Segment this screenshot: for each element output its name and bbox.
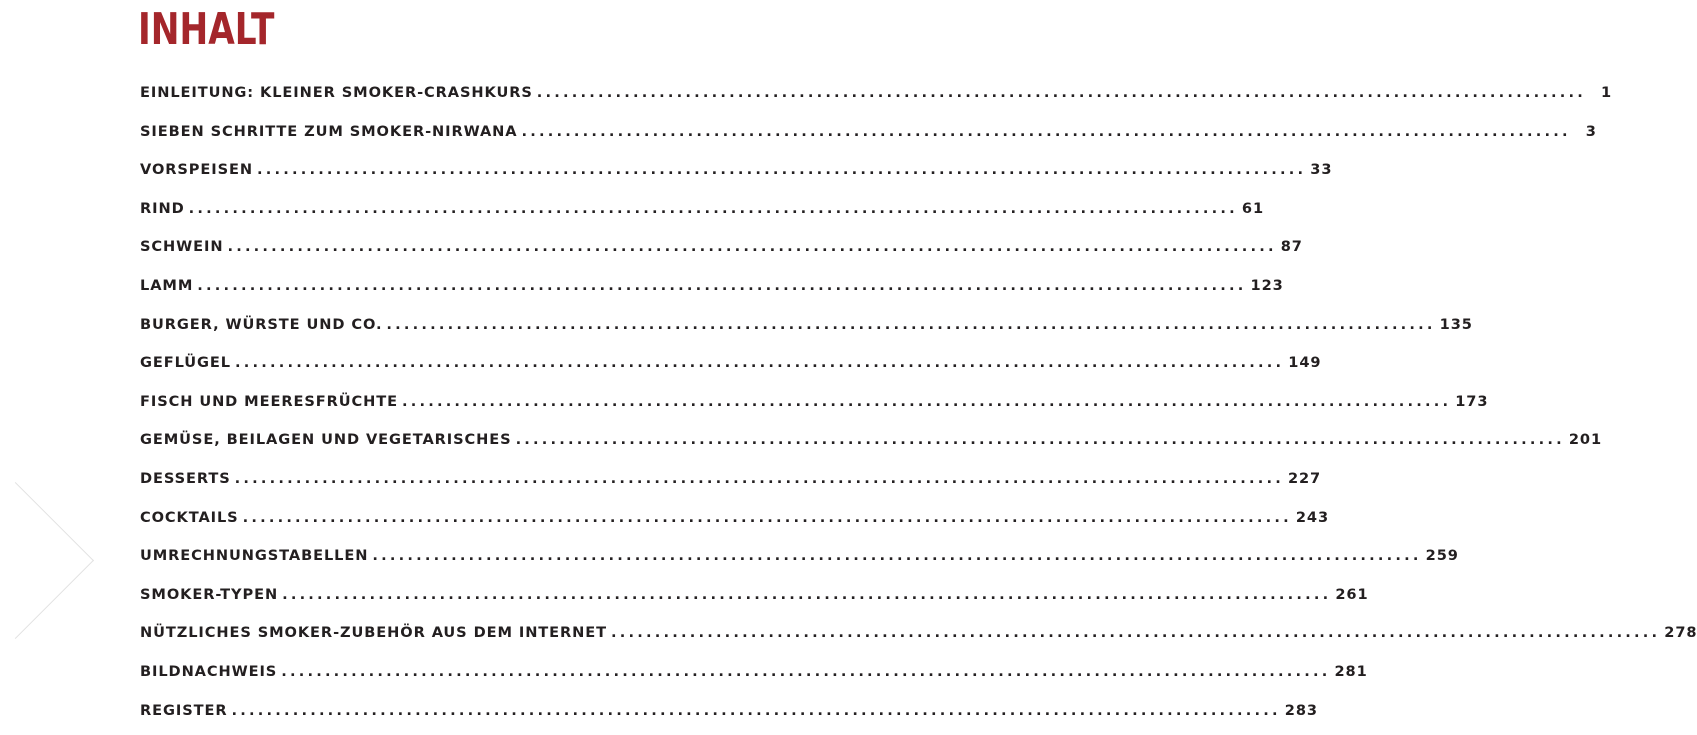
toc-entry-label: LAMM (140, 272, 193, 300)
toc-dot-leader: ........................................................................................................................ (281, 658, 1330, 686)
toc-entry-label: FISCH UND MEERESFRÜCHTE (140, 388, 398, 416)
toc-entry-page: 259 (1426, 542, 1459, 570)
toc-entry-label: REGISTER (140, 697, 228, 725)
page-title: INHALT (138, 2, 274, 58)
toc-dot-leader: ........................................................................................................................ (232, 697, 1281, 725)
toc-entry-page: 227 (1288, 465, 1321, 493)
toc-entry-page: 281 (1335, 658, 1368, 686)
toc-entry[interactable] (140, 388, 697, 427)
toc-entry-page: 173 (1455, 388, 1488, 416)
toc-dot-leader: ........................................................................................................................ (386, 311, 1435, 339)
toc-entry-label: SIEBEN SCHRITTE ZUM SMOKER-NIRWANA (140, 118, 517, 146)
toc-entry[interactable] (140, 542, 697, 581)
toc-entry-label: NÜTZLICHES SMOKER-ZUBEHÖR AUS DEM INTERNET (140, 619, 607, 647)
decorative-corner-mark (0, 482, 94, 639)
toc-entry[interactable] (140, 465, 697, 504)
toc-entry-label: VORSPEISEN (140, 156, 253, 184)
toc-entry[interactable] (140, 426, 697, 465)
toc-entry-page: 33 (1310, 156, 1332, 184)
toc-entry-label: UMRECHNUNGSTABELLEN (140, 542, 368, 570)
toc-entry-page: 1 (1590, 79, 1612, 107)
toc-entry-page: 201 (1569, 426, 1602, 454)
toc-entry-label: EINLEITUNG: KLEINER SMOKER-CRASHKURS (140, 79, 533, 107)
toc-dot-leader: ........................................................................................................................ (282, 581, 1331, 609)
toc-dot-leader: ........................................................................................................................ (197, 272, 1246, 300)
toc-entry-page: 61 (1242, 195, 1264, 223)
toc-entry-label: GEMÜSE, BEILAGEN UND VEGETARISCHES (140, 426, 512, 454)
toc-entry-page: 123 (1251, 272, 1284, 300)
toc-dot-leader: ........................................................................................................................ (257, 156, 1306, 184)
toc-entry[interactable] (140, 349, 697, 388)
toc-entry[interactable] (140, 272, 697, 311)
toc-dot-leader: ........................................................................................................................ (243, 504, 1292, 532)
toc-entry-label: SMOKER-TYPEN (140, 581, 278, 609)
toc-entry-page: 278 (1664, 619, 1697, 647)
toc-entry-page: 149 (1288, 349, 1321, 377)
toc-entry-label: DESSERTS (140, 465, 231, 493)
toc-dot-leader: ........................................................................................................................ (402, 388, 1451, 416)
toc-entry[interactable] (140, 311, 697, 350)
toc-entry[interactable] (140, 619, 697, 658)
toc-entry-page: 283 (1285, 697, 1318, 725)
toc-entry-page: 87 (1281, 233, 1303, 261)
toc-dot-leader: ........................................................................................................................ (521, 118, 1570, 146)
toc-entry[interactable] (140, 658, 697, 697)
toc-dot-leader: ........................................................................................................................ (189, 195, 1238, 223)
toc-entry-page: 261 (1335, 581, 1368, 609)
toc-dot-leader: ........................................................................................................................ (611, 619, 1660, 647)
toc-entry-page: 243 (1296, 504, 1329, 532)
toc-entry-page: 3 (1575, 118, 1597, 146)
toc-entry-label: RIND (140, 195, 185, 223)
toc-entry-label: SCHWEIN (140, 233, 223, 261)
toc-dot-leader: ........................................................................................................................ (235, 465, 1284, 493)
toc-entry-label: BILDNACHWEIS (140, 658, 277, 686)
toc-dot-leader: ........................................................................................................................ (227, 233, 1276, 261)
toc-entry[interactable] (140, 195, 697, 234)
toc-entry[interactable] (140, 79, 697, 118)
toc-entry[interactable] (140, 697, 697, 735)
toc-entry[interactable] (140, 233, 697, 272)
toc-entry[interactable] (140, 156, 697, 195)
table-of-contents (140, 79, 697, 735)
toc-entry-page: 135 (1440, 311, 1473, 339)
toc-entry-label: GEFLÜGEL (140, 349, 231, 377)
toc-entry[interactable] (140, 118, 697, 157)
toc-entry-label: BURGER, WÜRSTE UND CO. (140, 311, 382, 339)
toc-entry[interactable] (140, 581, 697, 620)
toc-dot-leader: ........................................................................................................................ (372, 542, 1421, 570)
toc-dot-leader: ........................................................................................................................ (516, 426, 1565, 454)
toc-entry[interactable] (140, 504, 697, 543)
toc-entry-label: COCKTAILS (140, 504, 239, 532)
toc-dot-leader: ........................................................................................................................ (537, 79, 1586, 107)
toc-dot-leader: ........................................................................................................................ (235, 349, 1284, 377)
